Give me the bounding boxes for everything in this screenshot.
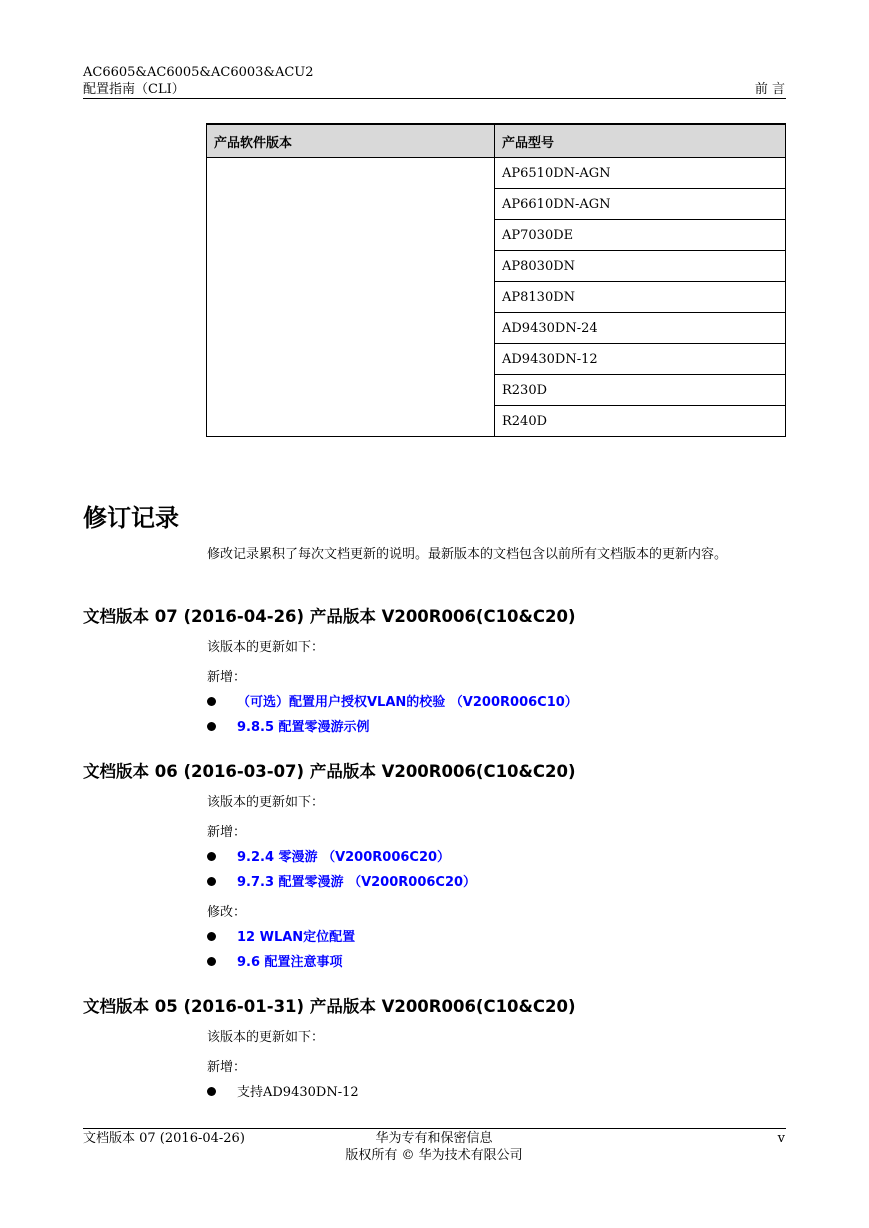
- footer-doc-version: 文档版本 07 (2016-04-26): [83, 1131, 245, 1146]
- table-cell-model: AP7030DE: [495, 220, 786, 251]
- doc-link[interactable]: 9.8.5 配置零漫游示例: [237, 720, 370, 735]
- bullet-icon: [207, 722, 216, 731]
- list-item-text: 支持AD9430DN-12: [237, 1085, 359, 1100]
- header-section-name: 前 言: [754, 82, 785, 97]
- list-item: [207, 874, 476, 892]
- list-item: [207, 719, 370, 737]
- list-item: [207, 694, 578, 712]
- version-07-added-label: 新增：: [207, 670, 247, 685]
- header-product-line: AC6605&AC6005&AC6003&ACU2: [83, 65, 314, 80]
- version-06-desc: 该版本的更新如下：: [207, 795, 325, 810]
- table-cell-model: AD9430DN-12: [495, 344, 786, 375]
- table-cell-model: R230D: [495, 375, 786, 406]
- table-cell-software-version: [207, 158, 495, 437]
- revision-history-intro: 修改记录累积了每次文档更新的说明。最新版本的文档包含以前所有文档版本的更新内容。: [207, 547, 728, 562]
- version-05-desc: 该版本的更新如下：: [207, 1030, 325, 1045]
- footer-confidential: 华为专有和保密信息: [375, 1131, 493, 1146]
- table-row: [207, 158, 786, 189]
- doc-link[interactable]: 9.6 配置注意事项: [237, 955, 343, 970]
- version-06-heading: 文档版本 06 (2016-03-07) 产品版本 V200R006(C10&C20): [83, 762, 576, 781]
- list-item: [207, 1084, 359, 1102]
- version-06-added-label: 新增：: [207, 825, 247, 840]
- list-item: [207, 954, 343, 972]
- version-05-heading: 文档版本 05 (2016-01-31) 产品版本 V200R006(C10&C20): [83, 997, 576, 1016]
- version-05-added-label: 新增：: [207, 1060, 247, 1075]
- bullet-icon: [207, 932, 216, 941]
- bullet-icon: [207, 877, 216, 886]
- table-cell-model: AP6510DN-AGN: [495, 158, 786, 189]
- page-number: v: [777, 1131, 785, 1146]
- table-header-product-model: 产品型号: [495, 124, 786, 158]
- table-header-row: [207, 124, 786, 158]
- table-header-software-version: 产品软件版本: [207, 124, 495, 158]
- table-cell-model: AP6610DN-AGN: [495, 189, 786, 220]
- doc-link[interactable]: 12 WLAN定位配置: [237, 930, 356, 945]
- doc-link[interactable]: （可选）配置用户授权VLAN的校验 （V200R006C10）: [237, 695, 578, 710]
- table-cell-model: AP8030DN: [495, 251, 786, 282]
- table-cell-model: AD9430DN-24: [495, 313, 786, 344]
- footer-copyright-line: 版权所有 © 华为技术有限公司: [345, 1148, 523, 1163]
- page-header: [83, 64, 314, 98]
- bullet-icon: [207, 1087, 216, 1096]
- footer-divider: [83, 1128, 786, 1129]
- table-cell-model: R240D: [495, 406, 786, 437]
- bullet-icon: [207, 697, 216, 706]
- header-divider: [83, 98, 786, 99]
- list-item: [207, 929, 355, 947]
- version-07-heading: 文档版本 07 (2016-04-26) 产品版本 V200R006(C10&C20): [83, 607, 576, 626]
- doc-link[interactable]: 9.7.3 配置零漫游 （V200R006C20）: [237, 875, 477, 890]
- version-07-desc: 该版本的更新如下：: [207, 640, 325, 655]
- revision-history-title: 修订记录: [83, 504, 179, 532]
- version-06-modified-label: 修改：: [207, 905, 247, 920]
- doc-link[interactable]: 9.2.4 零漫游 （V200R006C20）: [237, 850, 451, 865]
- bullet-icon: [207, 957, 216, 966]
- table-cell-model: AP8130DN: [495, 282, 786, 313]
- footer-copyright: [300, 1130, 568, 1164]
- list-item: [207, 849, 450, 867]
- header-doc-title: 配置指南（CLI）: [83, 82, 185, 97]
- bullet-icon: [207, 852, 216, 861]
- product-version-table: [206, 123, 786, 437]
